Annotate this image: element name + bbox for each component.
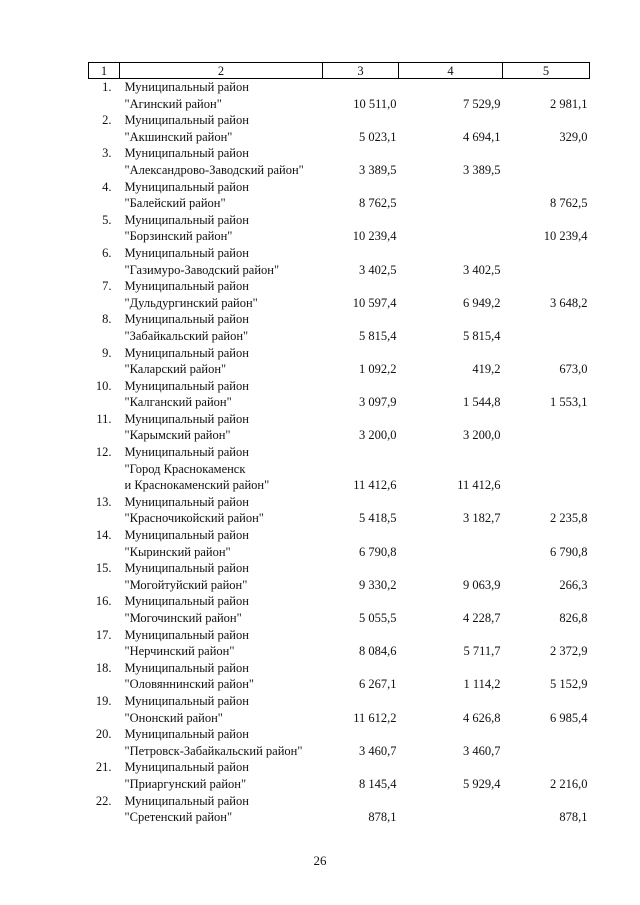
table-row	[89, 378, 590, 411]
district-name-line: Муниципальный район	[124, 760, 249, 775]
district-name-line: "Оловяннинский район"	[124, 677, 255, 692]
table-row	[89, 726, 590, 759]
district-name-line: Муниципальный район	[124, 212, 249, 227]
value-column-4: 5 815,4	[463, 328, 501, 343]
value-column-4: 5 711,7	[463, 644, 501, 659]
row-number: 12.	[95, 445, 112, 460]
column-header-2: 2	[120, 63, 323, 79]
value-column-4: 1 544,8	[463, 395, 501, 410]
value-column-4: 3 460,7	[463, 743, 501, 758]
district-name-line: Муниципальный район	[124, 345, 249, 360]
district-name	[120, 212, 323, 245]
value-column-3: 5 055,5	[359, 611, 397, 625]
district-name	[120, 593, 323, 626]
row-number: 18.	[95, 660, 112, 675]
value-column-5: 826,8	[559, 611, 588, 625]
table-row	[89, 212, 590, 245]
district-name-line: Муниципальный район	[124, 494, 249, 509]
district-name	[120, 444, 323, 494]
district-name-line: "Кыринский район"	[124, 544, 231, 559]
district-name	[120, 759, 323, 792]
table-row	[89, 494, 590, 527]
column-header-5: 5	[503, 63, 590, 79]
value-column-4	[399, 527, 503, 560]
district-name-line: "Сретенский район"	[124, 810, 233, 825]
district-name-line: Муниципальный район	[124, 279, 249, 294]
row-number: 22.	[95, 793, 112, 808]
value-column-4: 4 626,8	[463, 710, 501, 725]
row-number: 13.	[95, 494, 112, 509]
district-name-line: "Калганский район"	[124, 395, 232, 410]
district-name	[120, 793, 323, 826]
district-name	[120, 693, 323, 726]
row-number: 4.	[102, 179, 112, 194]
district-name-line: Муниципальный район	[124, 411, 249, 426]
district-name	[120, 527, 323, 560]
district-name	[120, 411, 323, 444]
district-name-line: Муниципальный район	[124, 445, 249, 460]
row-number: 16.	[95, 594, 112, 609]
district-name	[120, 726, 323, 759]
value-column-5	[503, 726, 590, 759]
district-name-line: "Город Краснокаменск	[124, 461, 246, 476]
value-column-4	[399, 212, 503, 245]
table-row	[89, 245, 590, 278]
value-column-5	[503, 311, 590, 344]
value-column-3: 10 597,4	[352, 295, 397, 310]
value-column-5: 2 372,9	[550, 644, 588, 659]
value-column-5: 266,3	[559, 577, 588, 592]
table-row	[89, 411, 590, 444]
district-name-line: "Могойтуйский район"	[124, 577, 248, 592]
table-row	[89, 759, 590, 792]
value-column-3: 1 092,2	[359, 362, 397, 377]
table-header-row	[89, 63, 590, 79]
value-column-3: 878,1	[368, 810, 397, 825]
value-column-5: 3 648,2	[550, 295, 588, 310]
row-number: 2.	[102, 113, 112, 128]
district-name	[120, 145, 323, 178]
value-column-5: 10 239,4	[543, 229, 588, 244]
row-number: 1.	[102, 80, 112, 94]
value-column-4: 1 114,2	[463, 677, 501, 692]
column-header-4: 4	[399, 63, 503, 79]
district-name-line: "Могочинский район"	[124, 611, 242, 625]
value-column-5: 6 790,8	[550, 544, 588, 559]
allocation-table	[88, 62, 590, 826]
value-column-3: 8 762,5	[359, 196, 397, 211]
district-name-line: Муниципальный район	[124, 146, 249, 161]
row-number: 14.	[95, 528, 112, 543]
row-number: 21.	[95, 760, 112, 775]
district-name-line: Муниципальный район	[124, 561, 249, 576]
value-column-4: 419,2	[472, 362, 501, 377]
value-column-5: 6 985,4	[550, 710, 588, 725]
value-column-5: 1 553,1	[550, 395, 588, 410]
row-number: 5.	[102, 212, 112, 227]
value-column-5: 2 235,8	[550, 511, 588, 526]
value-column-3: 10 511,0	[353, 96, 397, 111]
value-column-3: 8 084,6	[359, 644, 397, 659]
value-column-3: 3 402,5	[359, 262, 397, 277]
value-column-4: 4 228,7	[463, 611, 501, 625]
value-column-4	[399, 793, 503, 826]
value-column-3: 3 460,7	[359, 743, 397, 758]
value-column-4: 4 694,1	[463, 129, 501, 144]
value-column-3: 8 145,4	[359, 776, 397, 791]
row-number: 20.	[95, 727, 112, 742]
value-column-3: 11 612,2	[353, 710, 397, 725]
page-number: 26	[313, 853, 327, 868]
district-name	[120, 278, 323, 311]
value-column-5: 673,0	[559, 362, 588, 377]
value-column-3: 5 815,4	[359, 328, 397, 343]
district-name-line: "Забайкальский район"	[124, 328, 249, 343]
table-row	[89, 278, 590, 311]
district-name-line: Муниципальный район	[124, 378, 249, 393]
row-number: 19.	[95, 693, 112, 708]
value-column-4: 9 063,9	[463, 577, 501, 592]
value-column-5: 5 152,9	[550, 677, 588, 692]
district-name-line: Муниципальный район	[124, 113, 249, 128]
district-name-line: "Борзинский район"	[124, 229, 233, 244]
value-column-3: 6 790,8	[359, 544, 397, 559]
table-row	[89, 311, 590, 344]
table-row	[89, 593, 590, 626]
value-column-5: 329,0	[559, 129, 588, 144]
row-number: 17.	[95, 627, 112, 642]
value-column-5	[503, 145, 590, 178]
table-row	[89, 345, 590, 378]
column-header-1: 1	[89, 63, 120, 79]
value-column-3: 6 267,1	[359, 677, 397, 692]
value-column-5	[503, 245, 590, 278]
value-column-4	[399, 179, 503, 212]
district-name	[120, 660, 323, 693]
district-name-line: "Газимуро-Заводский район"	[124, 262, 280, 277]
district-name	[120, 345, 323, 378]
district-name	[120, 627, 323, 660]
district-name	[120, 494, 323, 527]
district-name	[120, 378, 323, 411]
district-name	[120, 311, 323, 344]
district-name	[120, 79, 323, 113]
district-name-line: Муниципальный район	[124, 693, 249, 708]
value-column-4: 6 949,2	[463, 295, 501, 310]
table-row	[89, 179, 590, 212]
district-name-line: "Акшинский район"	[124, 129, 233, 144]
row-number: 15.	[95, 561, 112, 576]
table-row	[89, 145, 590, 178]
table-row	[89, 79, 590, 113]
table-row	[89, 560, 590, 593]
district-name-line: Муниципальный район	[124, 594, 249, 609]
value-column-5: 878,1	[559, 810, 588, 825]
value-column-3: 3 097,9	[359, 395, 397, 410]
district-name-line: "Каларский район"	[124, 362, 227, 377]
value-column-5: 2 216,0	[550, 776, 588, 791]
table-row	[89, 112, 590, 145]
value-column-4: 3 182,7	[463, 511, 501, 526]
district-name-line: "Приаргунский район"	[124, 776, 247, 791]
value-column-3: 10 239,4	[352, 229, 397, 244]
district-name-line: "Петровск-Забайкальский район"	[124, 743, 303, 758]
value-column-3: 3 389,5	[359, 162, 397, 177]
table-row	[89, 444, 590, 494]
value-column-3: 3 200,0	[359, 428, 397, 443]
value-column-4: 11 412,6	[457, 478, 501, 493]
value-column-3: 5 023,1	[359, 129, 397, 144]
row-number: 10.	[95, 378, 112, 393]
value-column-5: 8 762,5	[550, 196, 588, 211]
row-number: 8.	[102, 312, 112, 327]
value-column-4: 7 529,9	[463, 96, 501, 111]
district-name	[120, 245, 323, 278]
district-name-line: Муниципальный район	[124, 528, 249, 543]
value-column-3: 9 330,2	[359, 577, 397, 592]
district-name-line: "Красночикойский район"	[124, 511, 264, 526]
table-row	[89, 793, 590, 826]
district-name-line: "Карымский район"	[124, 428, 231, 443]
district-name-line: "Александрово-Заводский район"	[124, 162, 304, 177]
district-name-line: и Краснокаменский район"	[124, 478, 270, 493]
row-number: 9.	[102, 345, 112, 360]
table-row	[89, 627, 590, 660]
value-column-5	[503, 444, 590, 494]
district-name-line: Муниципальный район	[124, 312, 249, 327]
value-column-4: 3 200,0	[463, 428, 501, 443]
district-name-line: "Дульдургинский район"	[124, 295, 258, 310]
district-name-line: Муниципальный район	[124, 627, 249, 642]
district-name-line: Муниципальный район	[124, 80, 249, 94]
district-name	[120, 179, 323, 212]
district-name-line: Муниципальный район	[124, 660, 249, 675]
value-column-4: 3 389,5	[463, 162, 501, 177]
district-name-line: Муниципальный район	[124, 727, 249, 742]
district-name	[120, 112, 323, 145]
value-column-3: 5 418,5	[359, 511, 397, 526]
district-name-line: Муниципальный район	[124, 179, 249, 194]
row-number: 11.	[96, 411, 112, 426]
district-name-line: "Балейский район"	[124, 196, 226, 211]
row-number: 6.	[102, 245, 112, 260]
column-header-3: 3	[323, 63, 399, 79]
district-name-line: Муниципальный район	[124, 245, 249, 260]
district-name-line: "Ононский район"	[124, 710, 223, 725]
table-row	[89, 660, 590, 693]
table-row	[89, 693, 590, 726]
district-name-line: "Нерчинский район"	[124, 644, 235, 659]
row-number: 7.	[102, 279, 112, 294]
row-number: 3.	[102, 146, 112, 161]
district-name-line: Муниципальный район	[124, 793, 249, 808]
table-row	[89, 527, 590, 560]
district-name	[120, 560, 323, 593]
value-column-4: 5 929,4	[463, 776, 501, 791]
district-name-line: "Агинский район"	[124, 96, 222, 111]
value-column-4: 3 402,5	[463, 262, 501, 277]
value-column-5: 2 981,1	[550, 96, 588, 111]
value-column-5	[503, 411, 590, 444]
value-column-3: 11 412,6	[353, 478, 397, 493]
